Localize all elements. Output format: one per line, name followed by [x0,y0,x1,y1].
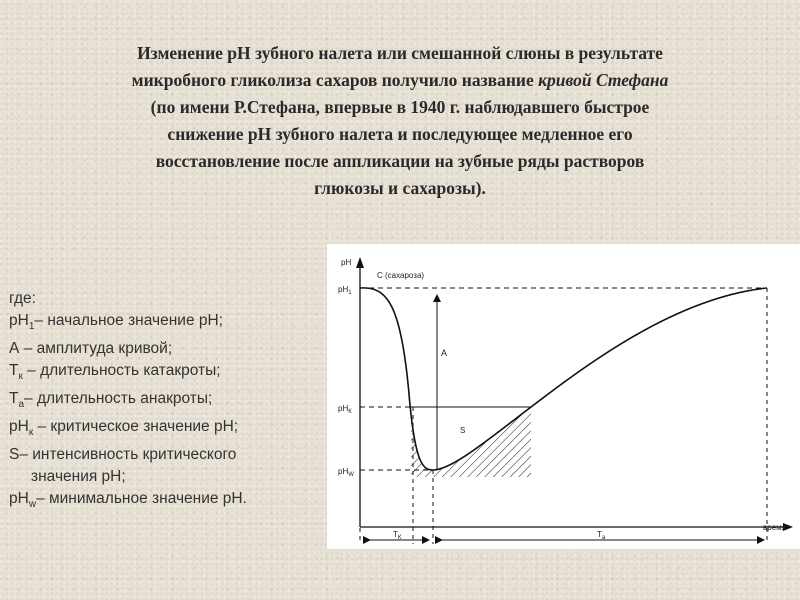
legend-symbol: T [9,362,19,380]
title-line-2 [40,67,760,94]
title-line-2-text: микробного гликолиза сахаров получило название [131,70,539,90]
phw-label-main: pH [338,467,349,476]
legend-text: – минимальное значение pH. [36,490,247,508]
stephan-curve-svg [327,244,800,549]
ta-label [597,530,606,541]
legend-subscript: 1 [28,321,35,333]
legend-item-s [9,444,329,488]
title-line-5: восстановление после аппликации на зубные ряды растворов [155,151,645,171]
legend-item-tk [9,360,329,388]
legend-symbol: pH [9,418,29,436]
slide-title [40,40,760,202]
critical-area-s [411,407,531,477]
title-line-3: (по имени Р.Стефана, впервые в 1940 г. наблюдавшего быстрое [150,97,650,117]
y-axis-arrow-icon [356,257,364,268]
legend-symbol: pH [9,490,29,508]
phk-label-main: pH [338,404,349,413]
legend-item-phw [9,488,329,516]
legend-header: где: [9,290,36,307]
area-s-label: S [460,426,466,435]
curve-label: С (сахароза) [377,271,425,280]
legend-subscript: к [18,371,23,383]
title-term-italic: кривой Стефана [538,70,669,90]
legend-item-ph1 [9,310,329,338]
legend-item-ta [9,388,329,416]
title-line-6: глюкозы и сахарозы). [314,178,486,198]
legend-text: – интенсивность критического [19,446,237,464]
legend-symbol: pH [9,312,29,329]
legend-text-continued: значения pH; [31,468,126,486]
legend-subscript: w [28,499,37,511]
legend-item-amplitude [9,338,329,360]
legend-symbol: S [9,446,20,464]
legend-text: – критическое значение pH; [33,418,239,436]
stephan-curve-diagram [327,244,800,549]
legend-subscript: к [28,427,34,439]
ph1-label-sub: 1 [348,290,352,296]
legend-symbol: T [9,390,19,408]
stephan-curve-line [360,288,767,470]
title-line-1: Изменение pH зубного налета или смешанной слюны в результате [137,43,663,63]
legend-text: – амплитуда кривой; [19,340,173,358]
tk-label-sub: К [397,535,402,541]
tk-label [393,530,402,541]
x-axis-label: время [763,523,786,532]
legend-text: – длительность анакроты; [24,390,213,408]
legend-item-phk [9,416,329,444]
legend-text: – длительность катакроты; [22,362,221,380]
legend-subscript: а [18,399,25,411]
phw-label-sub: W [348,472,354,478]
ph1-label [338,285,352,296]
ta-label-sub: а [601,535,606,541]
legend-symbol: А [9,340,20,358]
amplitude-label: А [441,348,448,358]
ph1-label-main: pH [338,285,349,294]
legend-text: – начальное значение pH; [34,312,223,329]
phk-label [338,404,352,415]
phw-label [338,467,354,478]
y-axis-label: pH [341,258,352,267]
title-line-4: снижение pH зубного налета и последующее медленное его [167,124,633,144]
tk-label-main: T [393,530,398,539]
phk-label-sub: К [348,409,352,415]
legend-list [9,288,329,516]
ta-label-main: T [597,530,602,539]
